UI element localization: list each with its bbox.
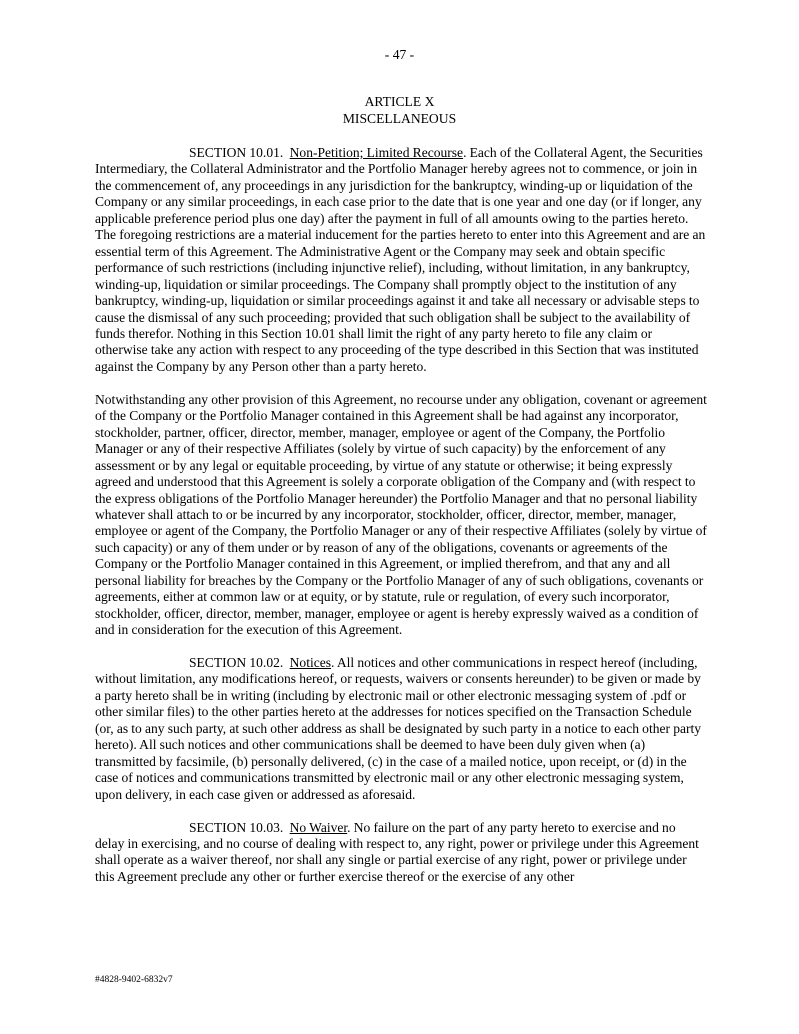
article-number: ARTICLE X [364, 94, 435, 109]
section-10-01-text: . Each of the Collateral Agent, the Securities Intermediary, the Collateral Administrator and the Portfolio Manager hereby agrees not to commence, or join in the commencement of, any proceedings in any jurisdiction for the bankruptcy, winding-up or liquidation of the Company or any similar proceedings, in each case prior to the date that is one year and one day (or if longer, any applicable preference period plus one day) after the payment in full of all amounts owing to the parties hereto. The foregoing restrictions are a material inducement for the parties hereto to enter into this Agreement and are an essential term of this Agreement. The Administrative Agent or the Company may seek and obtain specific performance of such restrictions (including injunctive relief), including, without limitation, in any bankruptcy, winding-up, liquidation or similar proceedings. The Company shall promptly object to the institution of any bankruptcy, winding-up, liquidation or similar proceedings against it and take all necessary or advisable steps to cause the dismissal of any such proceeding; provided that such obligation shall be subject to the availability of funds therefor. Nothing in this Section 10.01 shall limit the right of any party hereto to file any claim or otherwise take any action with respect to any proceeding of the type described in this Section that was instituted against the Company by any Person other than a party hereto. [95, 145, 706, 374]
section-10-02-paragraph [95, 655, 707, 803]
section-10-03-title: No Waiver [289, 819, 348, 835]
document-body [95, 145, 707, 902]
article-heading [0, 94, 799, 127]
section-10-02-text: . All notices and other communications in respect hereof (including, without limitation, any modifications hereof, or requests, waivers or consents hereunder) to be given or made by a party hereto shall be in writing (including by electronic mail or other electronic messaging system of .pdf or other similar files) to the other parties hereto at the addresses for notices specified on the Transaction Schedule (or, as to any such party, at such other address as shall be designated by such party in a notice to each other party hereto). All such notices and other communications shall be deemed to have been duly given when (a) transmitted by facsimile, (b) personally delivered, (c) in the case of a mailed notice, upon receipt, or (d) in the case of notices and communications transmitted by electronic mail or any other electronic messaging system, upon delivery, in each case given or addressed as aforesaid. [95, 655, 702, 802]
section-10-03-text: . No failure on the part of any party hereto to exercise and no delay in exercising, and no course of dealing with respect to, any right, power or privilege under this Agreement shall operate as a waiver thereof, nor shall any single or partial exercise of any right, power or privilege under this Agreement preclude any other or further exercise thereof or the exercise of any other [95, 819, 699, 884]
section-10-02-title: Notices [289, 655, 332, 671]
article-title: MISCELLANEOUS [342, 110, 457, 126]
section-10-03-paragraph [95, 820, 707, 886]
section-10-01-paragraph [95, 145, 707, 375]
section-10-01-label: SECTION 10.01. [189, 145, 284, 160]
section-10-01-title: Non-Petition; Limited Recourse [289, 145, 464, 160]
section-10-03-label: SECTION 10.03. [189, 819, 284, 835]
document-footer-id: #4828-9402-6832v7 [95, 975, 173, 985]
section-10-01-continuation: Notwithstanding any other provision of this Agreement, no recourse under any obligation, covenant or agreement of the Company or the Portfolio Manager contained in this Agreement shall be had against any incorporator, stockholder, partner, officer, director, member, manager, employee or agent of the Company, the Portfolio Manager or any of their respective Affiliates (solely by virtue of such capacity) by the enforcement of any assessment or by any legal or equitable proceeding, by virtue of any statute or otherwise; it being expressly agreed and understood that this Agreement is solely a corporate obligation of the Company and (with respect to the express obligations of the Portfolio Manager hereunder) the Portfolio Manager and that no personal liability whatever shall attach to or be incurred by any incorporator, stockholder, officer, director, member, manager, employee or agent of the Company, the Portfolio Manager or any of their respective Affiliates (solely by virtue of such capacity) or any of them under or by reason of any of the obligations, covenants or agreements of the Company or the Portfolio Manager contained in this Agreement, or implied therefrom, and that any and all personal liability for breaches by the Company or the Portfolio Manager of any of such obligations, covenants or agreements, either at common law or at equity, or by statute, rule or regulation, of every such incorporator, stockholder, officer, director, member, manager, employee or agent is hereby expressly waived as a condition of and in consideration for the execution of this Agreement. [95, 391, 707, 638]
section-10-02-label: SECTION 10.02. [189, 655, 284, 671]
page-number: - 47 - [384, 47, 415, 62]
